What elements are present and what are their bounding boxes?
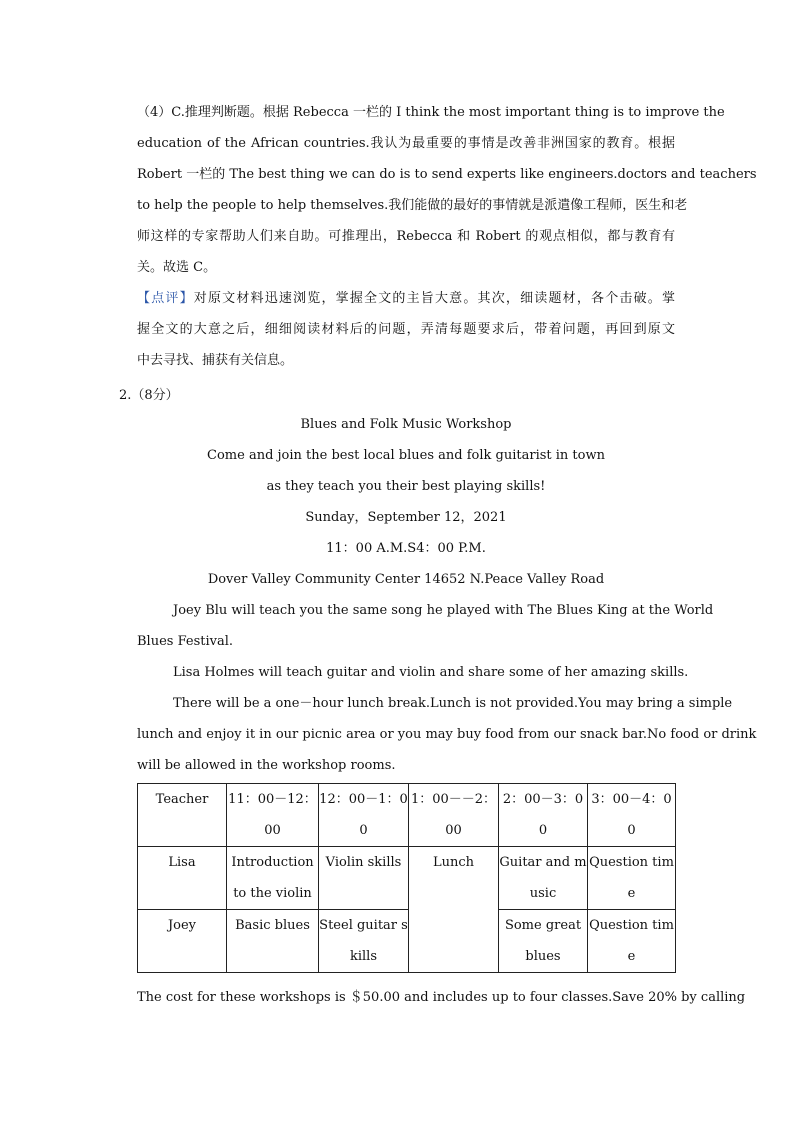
table-cell: Guitar and music bbox=[499, 847, 588, 910]
passage-paragraph bbox=[137, 595, 714, 657]
table-cell: Lisa bbox=[138, 847, 227, 910]
passage-line: There will be a one－hour lunch break.Lunch is not provided.You may bring a simple bbox=[173, 696, 733, 711]
passage-paragraph bbox=[137, 688, 757, 781]
table-cell: Some great blues bbox=[499, 910, 588, 973]
comment-line: 中去寻找、捕获有关信息。 bbox=[137, 353, 294, 368]
table-header-cell: 2：00－3：00 bbox=[499, 784, 588, 847]
workshop-title: Blues and Folk Music Workshop bbox=[300, 417, 512, 432]
comment-line: 握全文的大意之后，细细阅读材料后的问题，弄清每题要求后，带着问题，再回到原文 bbox=[137, 322, 675, 337]
analysis-paragraph bbox=[137, 97, 757, 283]
table-cell: Introduction to the violin bbox=[227, 847, 319, 910]
passage-line: Joey Blu will teach you the same song he played with The Blues King at the World bbox=[173, 603, 714, 618]
workshop-time: 11：00 A.M.S4：00 P.M. bbox=[326, 541, 486, 556]
workshop-subtitle: Come and join the best local blues and folk guitarist in town bbox=[207, 448, 605, 463]
table-cell: Question time bbox=[588, 910, 676, 973]
table-header-cell: Teacher bbox=[138, 784, 227, 847]
table-cell: Joey bbox=[138, 910, 227, 973]
schedule-table bbox=[137, 783, 676, 973]
analysis-line: 关。故选 C。 bbox=[137, 260, 217, 275]
table-header-cell: 11：00－12：00 bbox=[227, 784, 319, 847]
workshop-subtitle: as they teach you their best playing skills! bbox=[266, 479, 546, 494]
analysis-line: Robert 一栏的 The best thing we can do is to send experts like engineers.doctors and teachers bbox=[137, 167, 757, 182]
question-number: 2.（8分） bbox=[119, 388, 179, 403]
analysis-line: （4）C.推理判断题。根据 Rebecca 一栏的 I think the most important thing is to improve the bbox=[137, 105, 725, 120]
table-cell: Steel guitar skills bbox=[319, 910, 409, 973]
comment-text: 对原文材料迅速浏览，掌握全文的主旨大意。其次，细读题材，各个击破。掌 bbox=[193, 291, 675, 306]
table-row bbox=[138, 847, 676, 910]
passage-line: will be allowed in the workshop rooms. bbox=[137, 758, 396, 773]
passage-line: Lisa Holmes will teach guitar and violin and share some of her amazing skills. bbox=[173, 665, 689, 680]
table-header-cell: 1：00－－2：00 bbox=[409, 784, 499, 847]
workshop-date: Sunday，September 12，2021 bbox=[305, 510, 507, 525]
table-header-row bbox=[138, 784, 676, 847]
passage-paragraph bbox=[137, 657, 689, 688]
comment-line bbox=[137, 283, 675, 314]
cost-line: The cost for these workshops is ＄50.00 and includes up to four classes.Save 20% by calling bbox=[137, 990, 746, 1005]
table-cell: Violin skills bbox=[319, 847, 409, 910]
workshop-location: Dover Valley Community Center 14652 N.Peace Valley Road bbox=[207, 572, 605, 587]
comment-tag: 【点评】 bbox=[137, 291, 194, 306]
passage-line: Blues Festival. bbox=[137, 634, 234, 649]
passage-line: lunch and enjoy it in our picnic area or you may buy food from our snack bar.No food or drink bbox=[137, 727, 757, 742]
comment-paragraph bbox=[137, 283, 675, 376]
analysis-line: 师这样的专家帮助人们来自助。可推理出，Rebecca 和 Robert 的观点相似，都与教育有 bbox=[137, 229, 675, 244]
table-cell: Question time bbox=[588, 847, 676, 910]
analysis-line: education of the African countries.我认为最重要的事情是改善非洲国家的教育。根据 bbox=[137, 136, 675, 151]
table-header-cell: 12：00－1：00 bbox=[319, 784, 409, 847]
table-header-cell: 3：00－4：00 bbox=[588, 784, 676, 847]
analysis-line: to help the people to help themselves.我们能做的最好的事情就是派遣像工程师，医生和老 bbox=[137, 198, 688, 213]
table-cell: Basic blues bbox=[227, 910, 319, 973]
table-cell-lunch: Lunch bbox=[409, 847, 499, 973]
cost-paragraph bbox=[137, 982, 746, 1013]
table-row bbox=[138, 910, 676, 973]
